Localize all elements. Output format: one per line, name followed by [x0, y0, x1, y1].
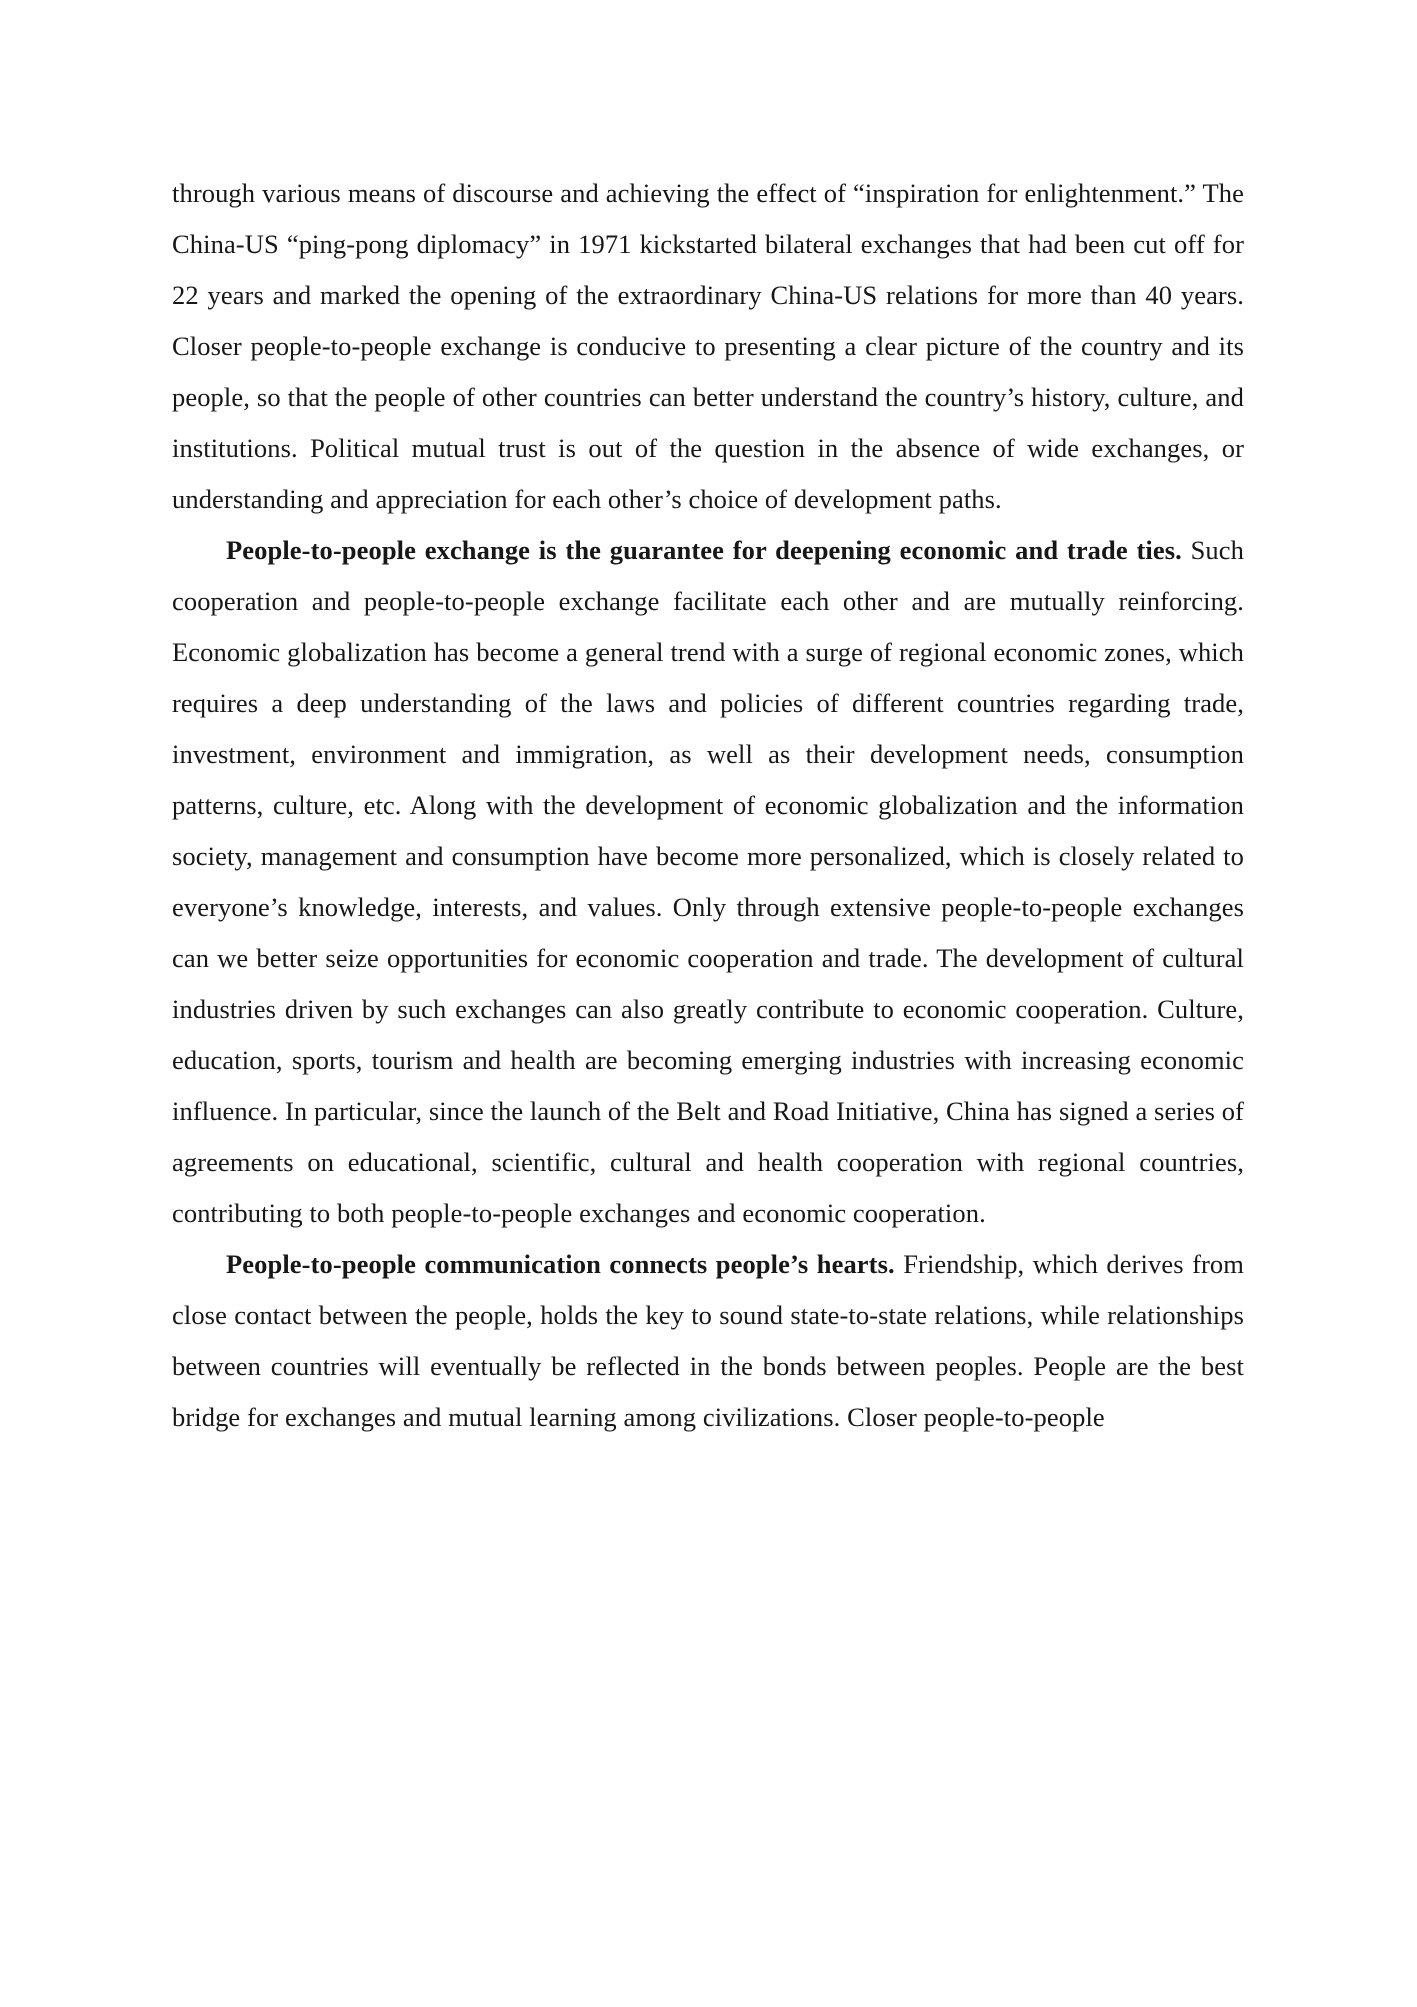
paragraph-economic-trade-lead: People-to-people exchange is the guarantee for deepening economic and trade ties.: [226, 535, 1182, 565]
paragraph-hearts-lead: People-to-people communication connects people’s hearts.: [226, 1249, 895, 1279]
paragraph-economic-trade-body: Such cooperation and people-to-people exchange facilitate each other and are mutually reinforcing. Economic globalization has become a general trend with a surge of regional economic zones, which requires a deep understanding of the laws and policies of different countries regarding trade, investment, environment and immigration, as well as their development needs, consumption patterns, culture, etc. Along with the development of economic globalization and the information society, management and consumption have become more personalized, which is closely related to everyone’s knowledge, interests, and values. Only through extensive people-to-people exchanges can we better seize opportunities for economic cooperation and trade. The development of cultural industries driven by such exchanges can also greatly contribute to economic cooperation. Culture, education, sports, tourism and health are becoming emerging industries with increasing economic influence. In particular, since the launch of the Belt and Road Initiative, China has signed a series of agreements on educational, scientific, cultural and health cooperation with regional countries, contributing to both people-to-people exchanges and economic cooperation.: [172, 535, 1244, 1228]
paragraph-economic-trade: [172, 525, 1244, 1239]
paragraph-continuation: through various means of discourse and achieving the effect of “inspiration for enlightenment.” The China-US “ping-pong diplomacy” in 1971 kickstarted bilateral exchanges that had been cut off for 22 years and marked the opening of the extraordinary China-US relations for more than 40 years. Closer people-to-people exchange is conducive to presenting a clear picture of the country and its people, so that the people of other countries can better understand the country’s history, culture, and institutions. Political mutual trust is out of the question in the absence of wide exchanges, or understanding and appreciation for each other’s choice of development paths.: [172, 178, 1244, 514]
page-body: [172, 168, 1244, 1443]
paragraph-hearts-body: Friendship, which derives from close contact between the people, holds the key to sound state-to-state relations, while relationships between countries will eventually be reflected in the bonds between peoples. People are the best bridge for exchanges and mutual learning among civilizations. Closer people-to-people: [172, 1249, 1244, 1432]
paragraph-hearts: [172, 1239, 1244, 1443]
page-footer: [0, 1880, 1417, 1960]
